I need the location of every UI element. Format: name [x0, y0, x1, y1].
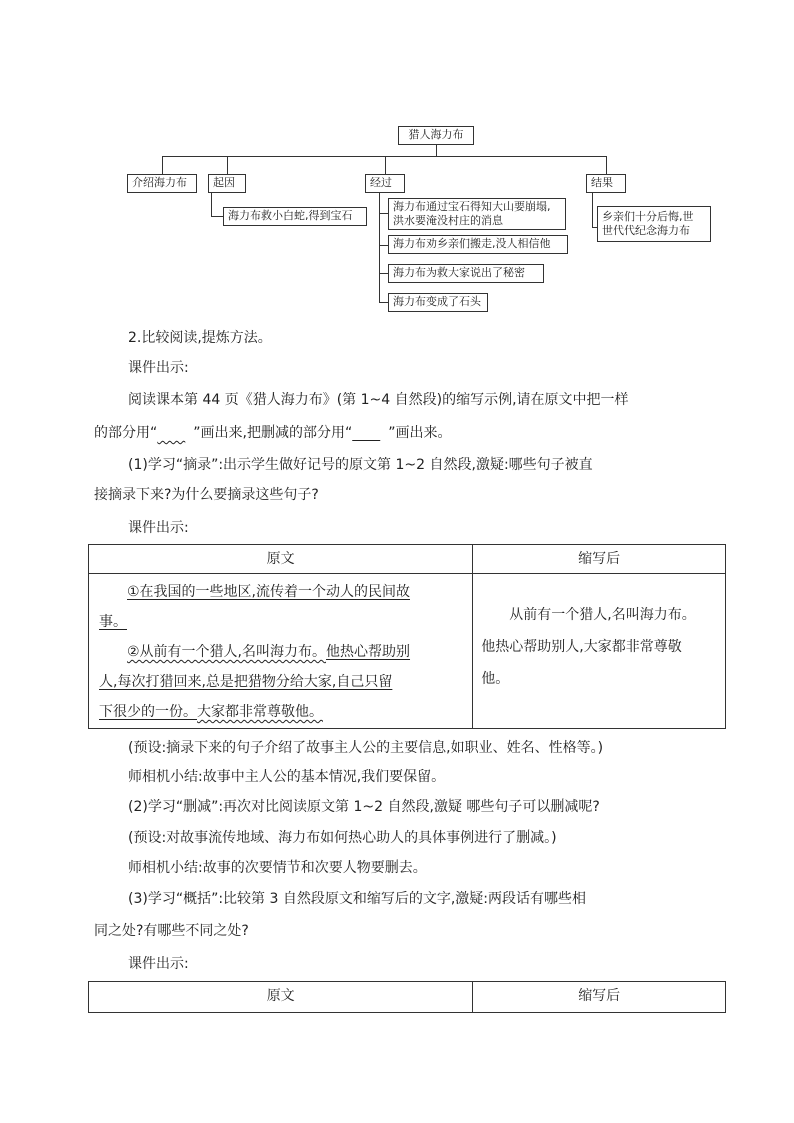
paragraph: 阅读课本第 44 页《猎人海力布》(第 1~4 自然段)的缩写示例,请在原文中把一样: [128, 392, 629, 408]
paragraph: (预设:摘录下来的句子介绍了故事主人公的主要信息,如职业、姓名、性格等。): [128, 740, 604, 756]
excerpt-underlined: 他热心帮助别: [326, 644, 411, 660]
excerpt-wavy: 大家都非常尊敬他。: [197, 704, 323, 720]
excerpt-underlined: ,每次打猎回来,总是把猎物分给大家,自己只留: [113, 674, 393, 690]
mindmap-process-1-line2: 洪水要淹没村庄的消息: [393, 214, 503, 227]
excerpt-underlined: ①在我国的一些地区,流传着一个动人的民间故: [127, 584, 410, 600]
mindmap-process-3: 海力布为救大家说出了秘密: [388, 264, 544, 283]
connector: [379, 193, 380, 303]
section-heading: 2.比较阅读,提炼方法。: [128, 330, 272, 346]
connector: [379, 213, 388, 214]
paragraph: 课件出示:: [128, 360, 189, 376]
mindmap-result-line1: 乡亲们十分后悔,世: [602, 210, 694, 223]
excerpt-wavy: ②从前有一个猎人,名叫海力布。: [127, 644, 327, 660]
excerpt-underlined: 事。: [99, 614, 127, 630]
mindmap-process-1: [388, 198, 566, 230]
connector: [385, 156, 386, 174]
condensed-line: 他。: [481, 671, 510, 687]
mindmap-branch-result: 结果: [586, 174, 626, 193]
paragraph: (3)学习“概括”:比较第 3 自然段原文和缩写后的文字,激疑:两段话有哪些相: [128, 891, 587, 907]
paragraph: 课件出示:: [128, 956, 189, 972]
paragraph: (预设:对故事流传地域、海力布如何热心助人的具体事例进行了删减。): [128, 830, 557, 846]
connector: [211, 216, 223, 217]
connector: [606, 156, 607, 174]
straight-line-mark: [352, 423, 388, 443]
mindmap-root: 猎人海力布: [398, 126, 474, 145]
table-header-condensed: 缩写后: [473, 982, 726, 1013]
mindmap-branch-process: 经过: [365, 174, 405, 193]
paragraph: 课件出示:: [128, 520, 189, 536]
connector: [227, 156, 228, 174]
condensed-line: 从前有一个猎人,名叫海力布。: [509, 607, 696, 623]
connector: [162, 156, 163, 174]
comparison-table-2: [88, 981, 726, 1013]
text: ”画出来,把删减的部分用“: [193, 425, 353, 441]
connector: [211, 193, 212, 216]
wavy-line-mark: [157, 423, 193, 443]
mindmap-result-detail: [597, 206, 711, 242]
mindmap-process-4: 海力布变成了石头: [388, 293, 488, 312]
table-header-original: 原文: [89, 545, 473, 574]
connector: [379, 273, 388, 274]
paragraph: (1)学习“摘录”:出示学生做好记号的原文第 1~2 自然段,激疑:哪些句子被直: [128, 457, 593, 473]
mindmap-branch-cause: 起因: [208, 174, 246, 193]
paragraph: 接摘录下来?为什么要摘录这些句子?: [94, 487, 319, 503]
text: ”画出来。: [388, 425, 452, 441]
connector: [436, 145, 437, 156]
text: 的部分用“: [94, 425, 158, 441]
comparison-table-1: [88, 544, 726, 729]
excerpt-underlined: 下很少的一份。: [99, 704, 197, 720]
mindmap-branch-intro: 介绍海力布: [127, 174, 197, 193]
paragraph: (2)学习“删减”:再次对比阅读原文第 1~2 自然段,激疑 哪些句子可以删减呢?: [128, 799, 600, 815]
paragraph: [94, 423, 452, 443]
excerpt-underlined: 人: [99, 674, 113, 690]
original-text-cell: [89, 574, 473, 729]
mindmap-cause-detail: 海力布救小白蛇,得到宝石: [223, 207, 367, 226]
mindmap-result-line2: 世代代纪念海力布: [602, 224, 690, 237]
mindmap-process-2: 海力布劝乡亲们搬走,没人相信他: [388, 235, 568, 254]
paragraph: 师相机小结:故事的次要情节和次要人物要删去。: [128, 860, 427, 876]
paragraph: 师相机小结:故事中主人公的基本情况,我们要保留。: [128, 769, 446, 785]
table-header-original: 原文: [89, 982, 473, 1013]
paragraph: 同之处?有哪些不同之处?: [94, 923, 249, 939]
connector: [592, 193, 593, 227]
condensed-text-cell: [473, 574, 726, 729]
connector: [379, 245, 388, 246]
connector: [379, 302, 388, 303]
mindmap-process-1-line1: 海力布通过宝石得知大山要崩塌,: [393, 200, 551, 213]
condensed-line: 他热心帮助别人,大家都非常尊敬: [481, 639, 682, 655]
table-header-condensed: 缩写后: [473, 545, 726, 574]
